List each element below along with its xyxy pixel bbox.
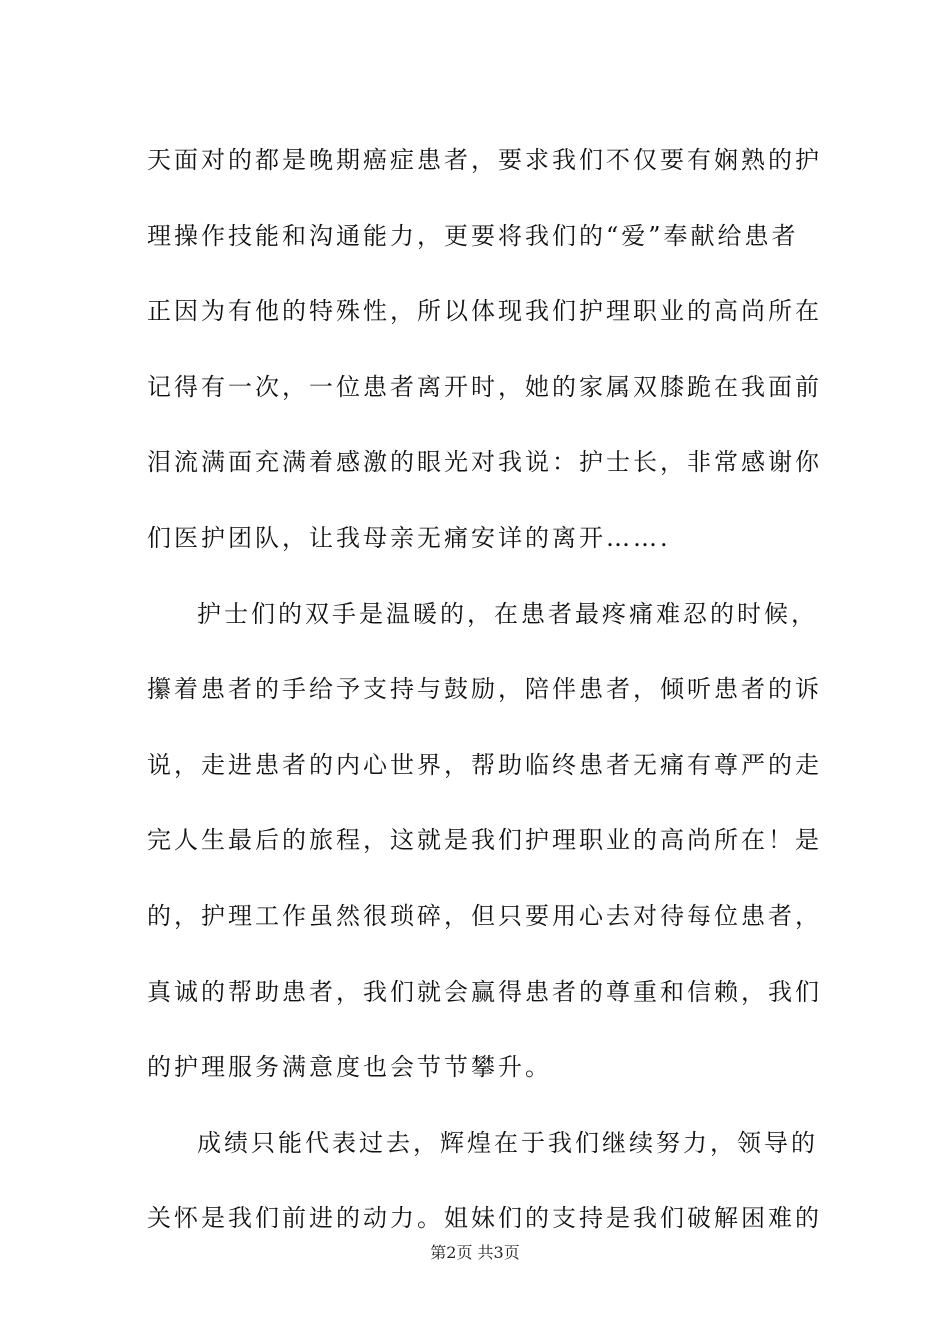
text-line: 正因为有他的特殊性，所以体现我们护理职业的高尚所在 <box>147 297 822 326</box>
document-body <box>147 123 822 1257</box>
paragraph-start-line: 成绩只能代表过去，辉煌在于我们继续努力，领导的 <box>197 1128 818 1157</box>
text-line: 理操作技能和沟通能力，更要将我们的“爱”奉献给患者 <box>147 221 799 250</box>
text-line: 泪流满面充满着感激的眼光对我说：护士长，非常感谢你 <box>147 448 822 477</box>
text-line: 记得有一次，一位患者离开时，她的家属双膝跪在我面前 <box>147 372 822 401</box>
text-line: 们医护团队，让我母亲无痛安详的离开……. <box>147 523 671 552</box>
text-line: 天面对的都是晚期癌症患者，要求我们不仅要有娴熟的护 <box>147 146 822 174</box>
text-line: 的，护理工作虽然很琐碎，但只要用心去对待每位患者， <box>147 901 822 930</box>
text-line: 说，走进患者的内心世界，帮助临终患者无痛有尊严的走 <box>147 750 822 779</box>
paragraph-start-line: 护士们的双手是温暖的，在患者最疼痛难忍的时候， <box>197 599 818 628</box>
page-footer: 第2页 共3页 <box>430 1243 520 1262</box>
text-line: 真诚的帮助患者，我们就会赢得患者的尊重和信赖，我们 <box>147 977 822 1006</box>
text-line: 的护理服务满意度也会节节攀升。 <box>147 1053 552 1082</box>
text-line: 攥着患者的手给予支持与鼓励，陪伴患者，倾听患者的诉 <box>147 675 822 704</box>
text-line: 关怀是我们前进的动力。姐妹们的支持是我们破解困难的 <box>147 1204 822 1233</box>
text-line: 完人生最后的旅程，这就是我们护理职业的高尚所在！是 <box>147 826 822 855</box>
